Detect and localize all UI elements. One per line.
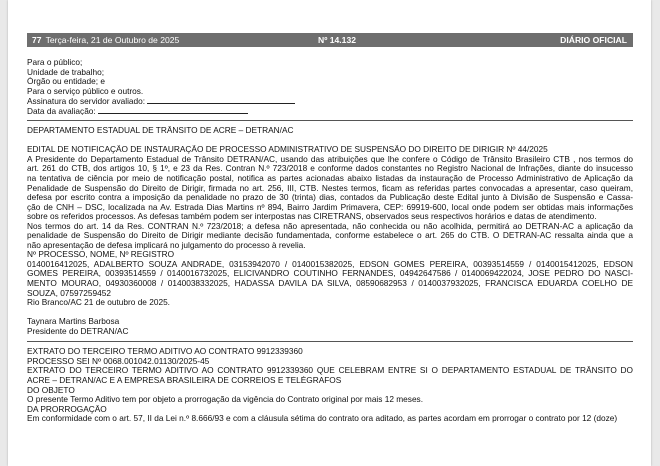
place-date: Rio Branco/AC 21 de outubro de 2025. [27,298,170,308]
edital-title: EDITAL DE NOTIFICAÇÃO DE INSTAURAÇÃO DE PROCESSO ADMINISTRATIVO DE SUSPENSÃO DO DIREITO DE DIRIGIR Nº 44/2025 [27,145,548,155]
edital-body-line: Nos termos do art. 14 da Res. CONTRAN N.º 723/2018; a defesa não apresentada, não conhecida ou não acolhida, permitirá ao DETRAN-AC a aplicação da [27,221,633,231]
evaluation-date-label: Data da avaliação: [27,105,96,116]
signature-label: Assinatura do servidor avaliado: [27,96,146,106]
page-number: 77 [32,35,42,45]
process-list-line: GOMES PEREIRA, 00393514559 / 0140016732025, ELICIVANDRO COUTINHO FERNANDES, 04942647586 / 0140069422024, JOSE PEDRO DO NASCI- [27,269,633,279]
department-heading: DEPARTAMENTO ESTADUAL DE TRÂNSITO DE ACRE – DETRAN/AC [27,126,294,136]
evaluation-date-blank [98,106,248,114]
process-list-header: Nº PROCESSO, NOME, Nº REGISTRO [27,250,175,260]
detran-section [27,126,633,336]
evaluation-date-field [27,106,633,116]
process-list-line: SOUZA, 07597259452 [27,288,111,298]
objeto-label: DO OBJETO [27,385,75,395]
page-content [27,58,633,424]
form-line: Órgão ou entidade; e [27,77,105,87]
extrato-description-line: EXTRATO DO TERCEIRO TERMO ADITIVO AO CONTRATO 9912339360 QUE CELEBRAM ENTRE SI O DEPARTAMENTO ESTADUAL DE TRÂNSITO DO [27,366,633,376]
form-line: Para o público; [27,58,83,67]
process-list-line: 0140016412025, ADALBERTO SOUZA ANDRADE, 03153942070 / 0140015382025, EDSON GOMES PEREIRA, 00393514559 / 0140015412025, EDSON [27,259,633,269]
edital-body-line: defesa por escrito contra a imposição da penalidade no prazo de 30 (trinta) dias, contados da Publicação deste Edital junto à Divisão de Suspensão e Cassa- [27,193,633,203]
edital-body-line: art. 261 do CTB, dos artigos 10, § 1º, e 23 da Res. Contran N.º 723/2018 e conforme dados constantes no Registro Nacional de Infrações, diante do insucesso [27,164,633,174]
extrato-process: PROCESSO SEI Nº 0068.001042.01130/2025-45 [27,356,210,366]
edital-body-line: ção de CNH – DSC, localizada na Av. Estrada Dias Martins nº 894, Bairro Jardim Primavera, CEP: 69919-600, local onde podem ser obtidas mais informações [27,202,633,212]
extrato-title: EXTRATO DO TERCEIRO TERMO ADITIVO AO CONTRATO 9912339360 [27,347,303,357]
evaluation-form-section [27,58,633,115]
prorrogacao-label: DA PRORROGAÇÃO [27,404,107,414]
edital-body-line: Penalidade de Suspensão do Direito de Dirigir, firmada no art. 256, III, CTB. Nestes termos, ficam as referidas partes convocadas a apresentar, caso queiram, [27,183,633,193]
process-list-line: MENTO MOURAO, 04930360008 / 0140038332025, HADASSA DAVILA DA SILVA, 08590682953 / 0140037932025, FRANCISCA EDUARDA COELHO DE [27,279,633,289]
form-line: Para o serviço público e outros. [27,86,144,96]
edital-body-line: não apresentação de defesa implicará no julgamento do processo à revelia. [27,240,306,250]
prorrogacao-text: Em conformidade com o art. 57, II da Lei n.º 8.666/93 e com a cláusula sétima do contrato ora aditado, as partes acordam em prorrogar o contrato por 12 (doze) [27,414,618,424]
document-page [8,0,651,466]
extrato-section [27,347,633,423]
page-header [27,33,633,47]
edital-body-line: na tentativa de ciência por meio de notificação postal, notifica as partes acionadas abaixo listadas da instauração de Processo Administrativo de Aplicação da [27,174,633,184]
signer-role: Presidente do DETRAN/AC [27,326,129,336]
header-date: Terça-feira, 21 de Outubro de 2025 [45,35,180,45]
issue-number: Nº 14.132 [318,35,357,45]
extrato-description-line: ACRE – DETRAN/AC E A EMPRESA BRASILEIRA DE CORREIOS E TELÉGRAFOS [27,375,342,385]
journal-title: DIÁRIO OFICIAL [560,35,627,45]
objeto-text: O presente Termo Aditivo tem por objeto a prorrogação da vigência do Contrato original por mais 12 meses. [27,395,424,405]
edital-body-line: A Presidente do Departamento Estadual de Trânsito DETRAN/AC, usando das atribuições que lhe confere o Código de Trânsito Brasileiro CTB , nos termos do [27,154,633,164]
edital-body-line: penalidade de Suspensão do Direito de Dirigir mediante decisão fundamentada, conforme estabelece o art. 265 do CTB. O DETRAN-AC ressalta ainda que a [27,231,633,241]
section-divider [27,341,633,342]
section-divider [27,120,633,121]
signer-name: Taynara Martins Barbosa [27,317,120,327]
form-line: Unidade de trabalho; [27,67,105,77]
signature-field [27,96,633,106]
signature-blank [147,96,295,104]
edital-body-line: sobre os referidos processos. As defesas também podem ser interpostas nas CIRETRANS, observados seus respectivos horários e datas de atendimento. [27,212,597,222]
